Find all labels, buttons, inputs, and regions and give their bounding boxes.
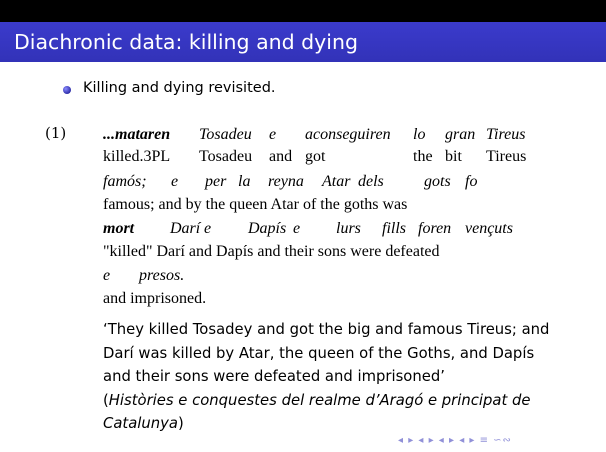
orig-word: gran <box>445 126 476 143</box>
orig-word: e <box>293 220 301 237</box>
orig-word: e <box>204 220 212 237</box>
orig-word: presos. <box>139 267 185 284</box>
example-number: (1) <box>45 124 67 142</box>
source-title: Històries e conquestes del realme d’Aragó e principat de Catalunya <box>103 391 531 432</box>
orig-word: fo <box>465 173 478 190</box>
gloss-word: Tosadeu <box>199 148 253 165</box>
orig-word: foren <box>418 220 452 237</box>
bullet-icon <box>63 86 71 94</box>
orig-word: Tireus <box>486 126 526 143</box>
gloss-word: got <box>305 148 326 165</box>
orig-word: Atar <box>322 173 351 190</box>
orig-word: lurs <box>336 220 361 237</box>
translation-text: ‘They killed Tosadey and got the big and famous Tireus; and Darí was killed by Atar, the queen of the Goths, and Dapís and their sons were defeated and imprisoned’ <box>103 321 550 385</box>
beamer-navigation-icons[interactable]: ◂ ▸ ◂ ▸ ◂ ▸ ◂ ▸ ≡ ∽∾ <box>398 435 512 446</box>
gloss-word: killed.3PL <box>103 148 171 165</box>
gloss-line: famous; and by the queen Atar of the goths was <box>103 196 408 213</box>
orig-word: e <box>269 126 277 143</box>
slide-title: Diachronic data: killing and dying <box>14 30 359 54</box>
orig-word: mort <box>103 220 135 237</box>
orig-word: aconseguiren <box>305 126 391 143</box>
orig-word: la <box>238 173 251 190</box>
orig-word: Darí <box>170 220 201 237</box>
source-close: ) <box>177 415 184 432</box>
top-black-bar <box>0 0 606 22</box>
orig-word: ...mataren <box>103 126 171 143</box>
gloss-word: and <box>269 148 293 165</box>
orig-word: e <box>171 173 179 190</box>
orig-word: lo <box>413 126 426 143</box>
source-open: ( <box>103 391 109 409</box>
orig-word: per <box>205 173 227 190</box>
orig-word: reyna <box>268 173 304 190</box>
orig-word: Dapís <box>248 220 287 237</box>
orig-word: e <box>103 267 111 284</box>
free-translation <box>103 318 553 436</box>
orig-word: Tosadeu <box>199 126 252 143</box>
orig-word: gots <box>424 173 451 190</box>
gloss-word: bit <box>445 148 462 165</box>
gloss-line: "killed" Darí and Dapís and their sons were defeated <box>103 243 440 260</box>
gloss-word: Tireus <box>486 148 527 165</box>
orig-word: fills <box>382 220 407 237</box>
orig-word: vençuts <box>465 220 513 237</box>
gloss-line: and imprisoned. <box>103 290 207 307</box>
orig-word: famós; <box>103 173 147 190</box>
bullet-text: Killing and dying revisited. <box>83 80 276 96</box>
gloss-word: the <box>413 148 433 165</box>
orig-word: dels <box>358 173 384 190</box>
